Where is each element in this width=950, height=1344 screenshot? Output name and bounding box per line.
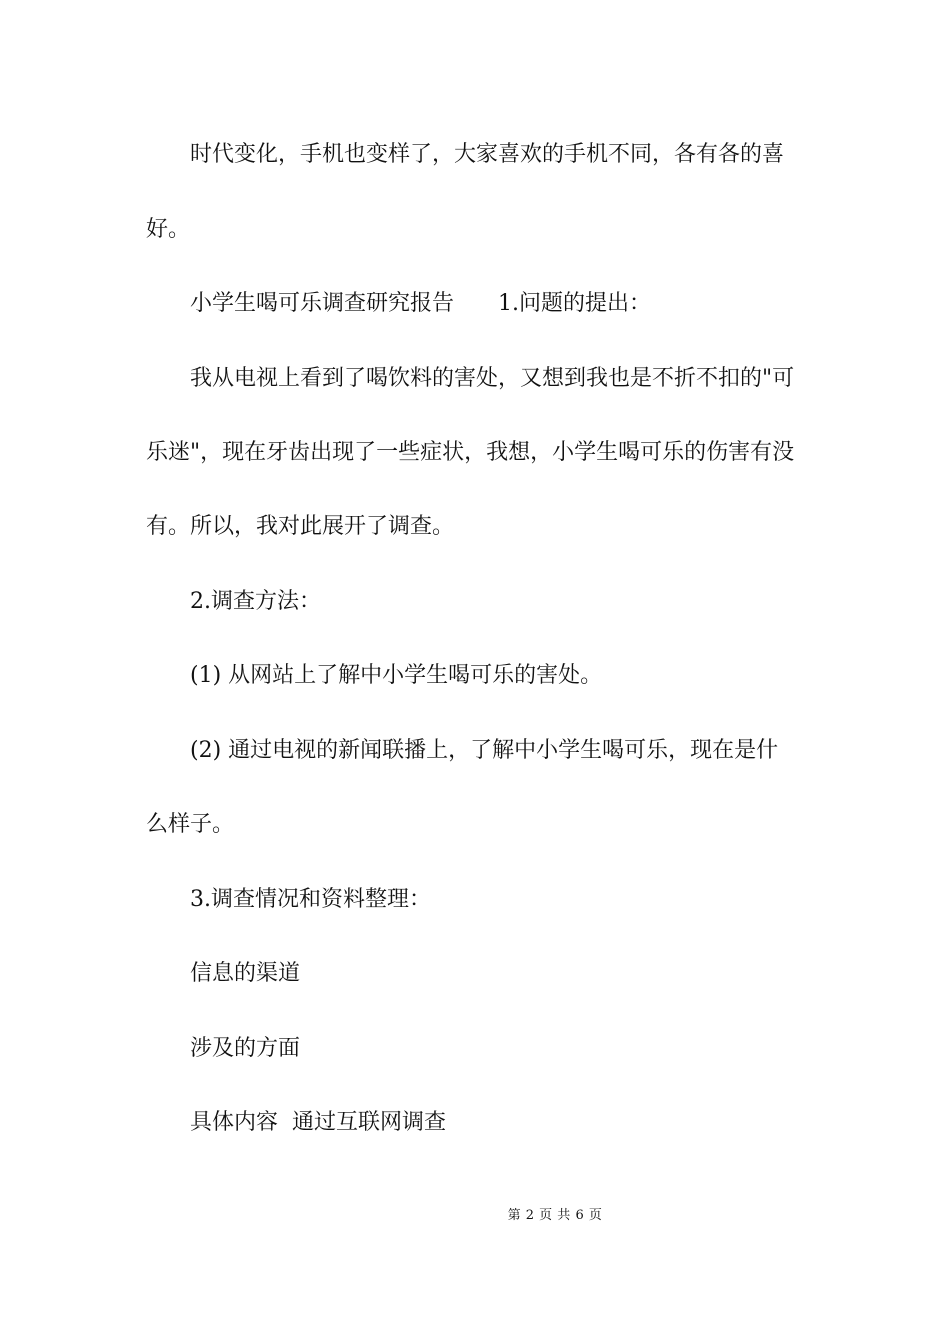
paragraph-line: 时代变化，手机也变样了，大家喜欢的手机不同，各有各的喜 xyxy=(190,142,785,167)
table-cell-label: 具体内容 xyxy=(190,1110,279,1135)
paragraph-line: 有。所以，我对此展开了调查。 xyxy=(146,514,455,539)
section-heading: 3.调查情况和资料整理： xyxy=(190,887,431,912)
paragraph-line: 信息的渠道 xyxy=(190,961,301,986)
paragraph-line: 么样子。 xyxy=(146,812,235,837)
list-item: (2) 通过电视的新闻联播上，了解中小学生喝可乐，现在是什 xyxy=(190,738,779,763)
table-cell-value: 通过互联网调查 xyxy=(292,1110,447,1135)
paragraph-line: 我从电视上看到了喝饮料的害处，又想到我也是不折不扣的"可 xyxy=(190,366,795,391)
paragraph-line xyxy=(190,1108,860,1138)
paragraph-line: 乐迷"，现在牙齿出现了一些症状，我想，小学生喝可乐的伤害有没 xyxy=(146,440,795,465)
paragraph-line: 涉及的方面 xyxy=(190,1036,301,1061)
report-title: 小学生喝可乐调查研究报告 xyxy=(190,291,455,316)
list-item: (1) 从网站上了解中小学生喝可乐的害处。 xyxy=(190,663,603,688)
section-heading: 1.问题的提出： xyxy=(498,291,652,316)
report-title-line xyxy=(190,289,860,319)
page-number: 第 2 页 共 6 页 xyxy=(507,1208,603,1223)
section-heading: 2.调查方法： xyxy=(190,589,321,614)
paragraph-line: 好。 xyxy=(146,217,191,242)
